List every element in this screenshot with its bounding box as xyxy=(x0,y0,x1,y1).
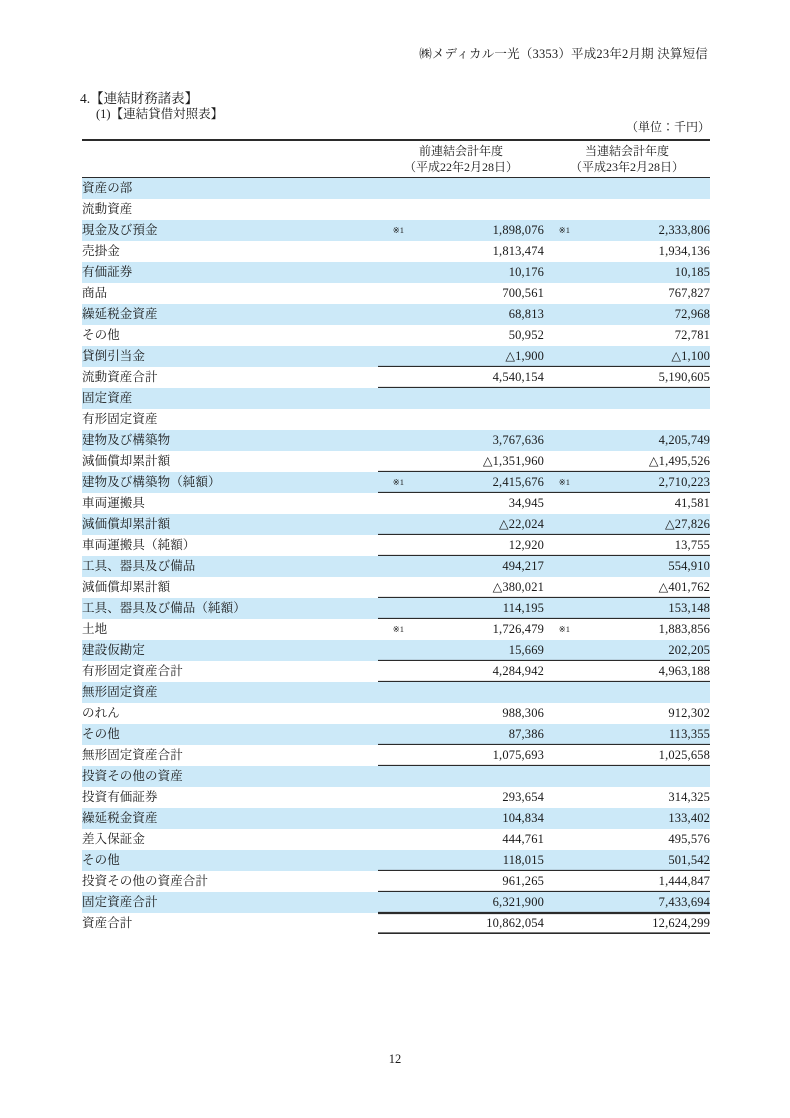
value-prev-year xyxy=(404,388,544,409)
value-current-year: 2,333,806 xyxy=(570,220,710,241)
note-marker-current xyxy=(544,535,570,556)
note-marker-prev xyxy=(378,262,404,283)
note-marker-current xyxy=(544,283,570,304)
value-current-year xyxy=(570,766,710,787)
page-number: 12 xyxy=(388,1052,402,1066)
table-row xyxy=(82,745,710,766)
value-prev-year: 1,813,474 xyxy=(404,241,544,262)
table-row xyxy=(82,619,710,640)
value-current-year: △27,826 xyxy=(570,514,710,535)
row-label: 流動資産 xyxy=(82,199,378,220)
note-marker-prev xyxy=(378,682,404,703)
value-prev-year: 10,862,054 xyxy=(404,913,544,934)
note-marker-current xyxy=(544,493,570,514)
value-current-year: 5,190,605 xyxy=(570,367,710,388)
value-prev-year xyxy=(404,682,544,703)
table-body xyxy=(82,178,710,935)
note-marker-current xyxy=(544,199,570,220)
table-row xyxy=(82,577,710,598)
row-label: 建物及び構築物（純額） xyxy=(82,472,378,493)
note-marker-prev xyxy=(378,577,404,598)
note-marker-prev xyxy=(378,241,404,262)
table-row xyxy=(82,535,710,556)
row-label: 有価証券 xyxy=(82,262,378,283)
note-marker-prev xyxy=(378,892,404,913)
row-label: 現金及び預金 xyxy=(82,220,378,241)
table-row xyxy=(82,430,710,451)
table-row xyxy=(82,892,710,913)
note-marker-prev xyxy=(378,283,404,304)
value-current-year: 554,910 xyxy=(570,556,710,577)
row-label: 有形固定資産 xyxy=(82,409,378,430)
note-marker-prev xyxy=(378,850,404,871)
note-marker-current xyxy=(544,430,570,451)
row-label: 繰延税金資産 xyxy=(82,808,378,829)
row-label: 無形固定資産 xyxy=(82,682,378,703)
table-row xyxy=(82,178,710,200)
value-prev-year: △1,900 xyxy=(404,346,544,367)
value-prev-year: 1,726,479 xyxy=(404,619,544,640)
value-current-year xyxy=(570,199,710,220)
value-current-year: 153,148 xyxy=(570,598,710,619)
column-header-current-year-line1: 当連結会計年度 xyxy=(585,143,670,158)
note-marker-current xyxy=(544,325,570,346)
note-marker-prev xyxy=(378,703,404,724)
value-prev-year: 988,306 xyxy=(404,703,544,724)
note-marker-current xyxy=(544,241,570,262)
row-label: 減価償却累計額 xyxy=(82,451,378,472)
note-marker-current xyxy=(544,682,570,703)
table-row xyxy=(82,598,710,619)
note-marker-current xyxy=(544,787,570,808)
note-marker-prev xyxy=(378,451,404,472)
value-prev-year: 4,540,154 xyxy=(404,367,544,388)
note-marker-current xyxy=(544,850,570,871)
value-current-year: △401,762 xyxy=(570,577,710,598)
row-label: 固定資産 xyxy=(82,388,378,409)
row-label: 差入保証金 xyxy=(82,829,378,850)
table-row xyxy=(82,661,710,682)
column-header-current-year xyxy=(544,140,710,178)
value-prev-year: 961,265 xyxy=(404,871,544,892)
value-current-year: △1,100 xyxy=(570,346,710,367)
value-current-year: 13,755 xyxy=(570,535,710,556)
value-current-year xyxy=(570,388,710,409)
value-prev-year: 444,761 xyxy=(404,829,544,850)
note-marker-prev xyxy=(378,598,404,619)
row-label: 売掛金 xyxy=(82,241,378,262)
note-marker-prev xyxy=(378,808,404,829)
value-current-year: 10,185 xyxy=(570,262,710,283)
value-current-year: 2,710,223 xyxy=(570,472,710,493)
value-prev-year: 700,561 xyxy=(404,283,544,304)
value-current-year xyxy=(570,409,710,430)
row-label: 車両運搬具（純額） xyxy=(82,535,378,556)
note-marker-current xyxy=(544,829,570,850)
balance-sheet-table xyxy=(82,139,710,934)
note-marker-prev: ※1 xyxy=(378,472,404,493)
value-prev-year: 6,321,900 xyxy=(404,892,544,913)
note-marker-prev xyxy=(378,430,404,451)
row-label: その他 xyxy=(82,325,378,346)
value-prev-year: 87,386 xyxy=(404,724,544,745)
note-marker-prev xyxy=(378,409,404,430)
note-marker-prev xyxy=(378,346,404,367)
table-row xyxy=(82,304,710,325)
row-label: 投資有価証券 xyxy=(82,787,378,808)
table-row xyxy=(82,346,710,367)
row-label: 投資その他の資産 xyxy=(82,766,378,787)
value-prev-year: 114,195 xyxy=(404,598,544,619)
table-row xyxy=(82,262,710,283)
table-row xyxy=(82,766,710,787)
note-marker-prev xyxy=(378,766,404,787)
table-row xyxy=(82,220,710,241)
note-marker-current xyxy=(544,304,570,325)
table-row xyxy=(82,388,710,409)
value-prev-year xyxy=(404,178,544,200)
table-row xyxy=(82,808,710,829)
column-header-current-year-line2: （平成23年2月28日） xyxy=(570,160,685,174)
note-marker-current xyxy=(544,640,570,661)
running-header: ㈱メディカル一光（3353）平成23年2月期 決算短信 xyxy=(419,47,708,61)
note-marker-current xyxy=(544,598,570,619)
note-marker-current xyxy=(544,409,570,430)
note-marker-prev xyxy=(378,913,404,934)
note-marker-prev xyxy=(378,724,404,745)
note-marker-prev xyxy=(378,514,404,535)
row-label: 貸倒引当金 xyxy=(82,346,378,367)
table-row xyxy=(82,451,710,472)
note-marker-current xyxy=(544,346,570,367)
table-row xyxy=(82,871,710,892)
value-current-year: 113,355 xyxy=(570,724,710,745)
table-row xyxy=(82,682,710,703)
value-current-year: 501,542 xyxy=(570,850,710,871)
table-row xyxy=(82,787,710,808)
note-marker-prev xyxy=(378,199,404,220)
value-prev-year: 2,415,676 xyxy=(404,472,544,493)
subsection-title: (1)【連結貸借対照表】 xyxy=(96,107,224,121)
note-marker-prev xyxy=(378,871,404,892)
note-marker-prev xyxy=(378,556,404,577)
row-label: 工具、器具及び備品 xyxy=(82,556,378,577)
note-marker-current xyxy=(544,262,570,283)
note-marker-current: ※1 xyxy=(544,472,570,493)
note-marker-prev xyxy=(378,178,404,200)
row-label: その他 xyxy=(82,850,378,871)
table-row xyxy=(82,703,710,724)
row-label: 投資その他の資産合計 xyxy=(82,871,378,892)
value-current-year: 4,963,188 xyxy=(570,661,710,682)
table-row xyxy=(82,640,710,661)
value-prev-year: 34,945 xyxy=(404,493,544,514)
note-marker-current xyxy=(544,766,570,787)
note-marker-current xyxy=(544,703,570,724)
table-row xyxy=(82,409,710,430)
note-marker-prev xyxy=(378,367,404,388)
row-label: 有形固定資産合計 xyxy=(82,661,378,682)
table-row xyxy=(82,724,710,745)
value-current-year: 314,325 xyxy=(570,787,710,808)
note-marker-current xyxy=(544,367,570,388)
table-row xyxy=(82,829,710,850)
row-label: その他 xyxy=(82,724,378,745)
note-marker-current xyxy=(544,724,570,745)
value-current-year: 495,576 xyxy=(570,829,710,850)
value-prev-year: 15,669 xyxy=(404,640,544,661)
value-current-year xyxy=(570,178,710,200)
column-header-label xyxy=(82,140,378,178)
value-prev-year xyxy=(404,766,544,787)
column-header-prev-year-line2: （平成22年2月28日） xyxy=(404,160,519,174)
value-prev-year: 12,920 xyxy=(404,535,544,556)
note-marker-current xyxy=(544,451,570,472)
value-current-year: 7,433,694 xyxy=(570,892,710,913)
table-row xyxy=(82,472,710,493)
row-label: 無形固定資産合計 xyxy=(82,745,378,766)
note-marker-prev xyxy=(378,304,404,325)
row-label: 工具、器具及び備品（純額） xyxy=(82,598,378,619)
value-current-year: 4,205,749 xyxy=(570,430,710,451)
row-label: 減価償却累計額 xyxy=(82,577,378,598)
value-prev-year: 1,075,693 xyxy=(404,745,544,766)
note-marker-current xyxy=(544,514,570,535)
row-label: 資産合計 xyxy=(82,913,378,934)
note-marker-prev xyxy=(378,787,404,808)
value-prev-year: 50,952 xyxy=(404,325,544,346)
value-prev-year: △380,021 xyxy=(404,577,544,598)
column-header-prev-year xyxy=(378,140,544,178)
row-label: 建設仮勘定 xyxy=(82,640,378,661)
note-marker-current xyxy=(544,661,570,682)
value-current-year xyxy=(570,682,710,703)
note-marker-current: ※1 xyxy=(544,619,570,640)
note-marker-prev: ※1 xyxy=(378,220,404,241)
value-prev-year: 1,898,076 xyxy=(404,220,544,241)
value-prev-year: 118,015 xyxy=(404,850,544,871)
value-current-year: 72,968 xyxy=(570,304,710,325)
table-row xyxy=(82,913,710,934)
note-marker-prev xyxy=(378,640,404,661)
value-current-year: 133,402 xyxy=(570,808,710,829)
note-marker-current xyxy=(544,892,570,913)
value-prev-year: △1,351,960 xyxy=(404,451,544,472)
row-label: 減価償却累計額 xyxy=(82,514,378,535)
value-prev-year: 3,767,636 xyxy=(404,430,544,451)
note-marker-prev xyxy=(378,493,404,514)
note-marker-current: ※1 xyxy=(544,220,570,241)
note-marker-current xyxy=(544,577,570,598)
note-marker-current xyxy=(544,913,570,934)
row-label: 建物及び構築物 xyxy=(82,430,378,451)
value-prev-year: 68,813 xyxy=(404,304,544,325)
unit-note: （単位：千円） xyxy=(625,120,710,134)
note-marker-prev xyxy=(378,829,404,850)
column-header-prev-year-line1: 前連結会計年度 xyxy=(419,143,504,158)
value-prev-year: 10,176 xyxy=(404,262,544,283)
value-current-year: 12,624,299 xyxy=(570,913,710,934)
note-marker-current xyxy=(544,871,570,892)
table-row xyxy=(82,556,710,577)
row-label: 繰延税金資産 xyxy=(82,304,378,325)
value-current-year: 912,302 xyxy=(570,703,710,724)
value-current-year: 767,827 xyxy=(570,283,710,304)
value-current-year: 72,781 xyxy=(570,325,710,346)
table-row xyxy=(82,199,710,220)
note-marker-current xyxy=(544,556,570,577)
value-prev-year: 4,284,942 xyxy=(404,661,544,682)
note-marker-current xyxy=(544,388,570,409)
value-current-year: △1,495,526 xyxy=(570,451,710,472)
row-label: 資産の部 xyxy=(82,178,378,200)
row-label: 流動資産合計 xyxy=(82,367,378,388)
value-current-year: 202,205 xyxy=(570,640,710,661)
row-label: 商品 xyxy=(82,283,378,304)
table-row xyxy=(82,514,710,535)
note-marker-prev xyxy=(378,661,404,682)
table-row xyxy=(82,367,710,388)
value-current-year: 1,883,856 xyxy=(570,619,710,640)
table-row xyxy=(82,493,710,514)
value-prev-year xyxy=(404,409,544,430)
value-prev-year xyxy=(404,199,544,220)
value-current-year: 1,444,847 xyxy=(570,871,710,892)
row-label: 固定資産合計 xyxy=(82,892,378,913)
table-row xyxy=(82,283,710,304)
value-prev-year: 104,834 xyxy=(404,808,544,829)
value-current-year: 1,934,136 xyxy=(570,241,710,262)
table-row xyxy=(82,241,710,262)
value-prev-year: △22,024 xyxy=(404,514,544,535)
row-label: 土地 xyxy=(82,619,378,640)
note-marker-prev xyxy=(378,745,404,766)
table-header xyxy=(82,140,710,178)
note-marker-prev xyxy=(378,388,404,409)
note-marker-current xyxy=(544,745,570,766)
note-marker-prev xyxy=(378,535,404,556)
note-marker-prev: ※1 xyxy=(378,619,404,640)
value-prev-year: 494,217 xyxy=(404,556,544,577)
value-current-year: 1,025,658 xyxy=(570,745,710,766)
value-current-year: 41,581 xyxy=(570,493,710,514)
row-label: のれん xyxy=(82,703,378,724)
note-marker-current xyxy=(544,178,570,200)
row-label: 車両運搬具 xyxy=(82,493,378,514)
value-prev-year: 293,654 xyxy=(404,787,544,808)
table-row xyxy=(82,850,710,871)
table-row xyxy=(82,325,710,346)
note-marker-current xyxy=(544,808,570,829)
page-title: 4.【連結財務諸表】 xyxy=(80,91,199,106)
note-marker-prev xyxy=(378,325,404,346)
